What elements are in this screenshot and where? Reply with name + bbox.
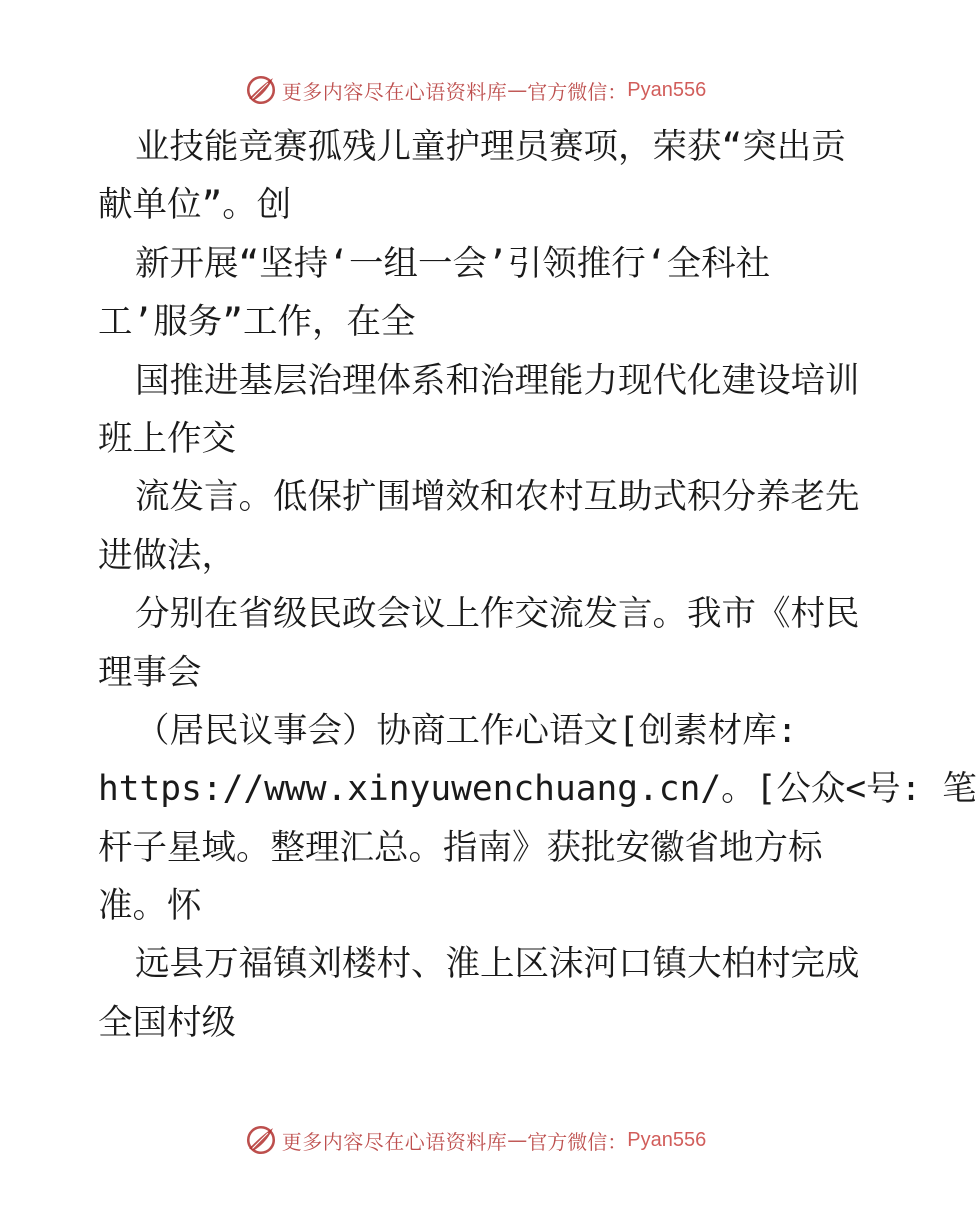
watermark-wechat-label: 官方微信： bbox=[527, 79, 628, 104]
body-line: 业技能竞赛孤残儿童护理员赛项，荣获“突出贡 bbox=[135, 127, 846, 167]
body-line: 国推进基层治理体系和治理能力现代化建设培训 bbox=[135, 360, 860, 401]
watermark-wechat-label: 官方微信： bbox=[527, 1129, 628, 1154]
body-line: 流发言。低保扩围增效和农村互助式积分养老先 bbox=[135, 477, 860, 518]
watermark-wechat-id: Pyan556 bbox=[627, 1128, 707, 1151]
body-line: 理事会 bbox=[98, 652, 202, 693]
body-line: 工’服务”工作，在全 bbox=[98, 302, 416, 343]
body-line: 新开展“坚持‘一组一会’引领推行‘全科社 bbox=[135, 243, 771, 284]
body-line: （居民议事会）协商工作心语文[创素材库: bbox=[135, 710, 798, 751]
body-line: https://www.xinyuwenchuang.cn/。[公众<号: 笔 bbox=[98, 769, 977, 810]
body-line: 远县万福镇刘楼村、淮上区沫河口镇大柏村完成 bbox=[135, 944, 860, 985]
body-line: 杆子星域。整理汇总。指南》获批安徽省地方标 bbox=[98, 827, 823, 868]
watermark-separator: — bbox=[507, 1128, 528, 1152]
body-line: 进做法， bbox=[98, 535, 236, 576]
header-watermark bbox=[0, 70, 950, 110]
body-line: 全国村级 bbox=[98, 1002, 236, 1043]
body-line: 分别在省级民政会议上作交流发言。我市《村民 bbox=[135, 594, 860, 635]
watermark-wechat-id: Pyan556 bbox=[627, 78, 707, 101]
body-line: 班上作交 bbox=[98, 418, 236, 459]
watermark-main-text: 更多内容尽在心语资料库 bbox=[281, 79, 508, 104]
watermark-main-text: 更多内容尽在心语资料库 bbox=[281, 1129, 508, 1154]
body-line: 献单位”。创 bbox=[98, 185, 292, 226]
footer-watermark bbox=[0, 1120, 950, 1160]
feather-pen-logo-icon bbox=[244, 73, 278, 107]
document-body bbox=[98, 118, 977, 1052]
watermark-separator: — bbox=[507, 78, 528, 102]
body-line: 准。怀 bbox=[98, 886, 202, 927]
feather-pen-logo-icon bbox=[244, 1123, 278, 1157]
